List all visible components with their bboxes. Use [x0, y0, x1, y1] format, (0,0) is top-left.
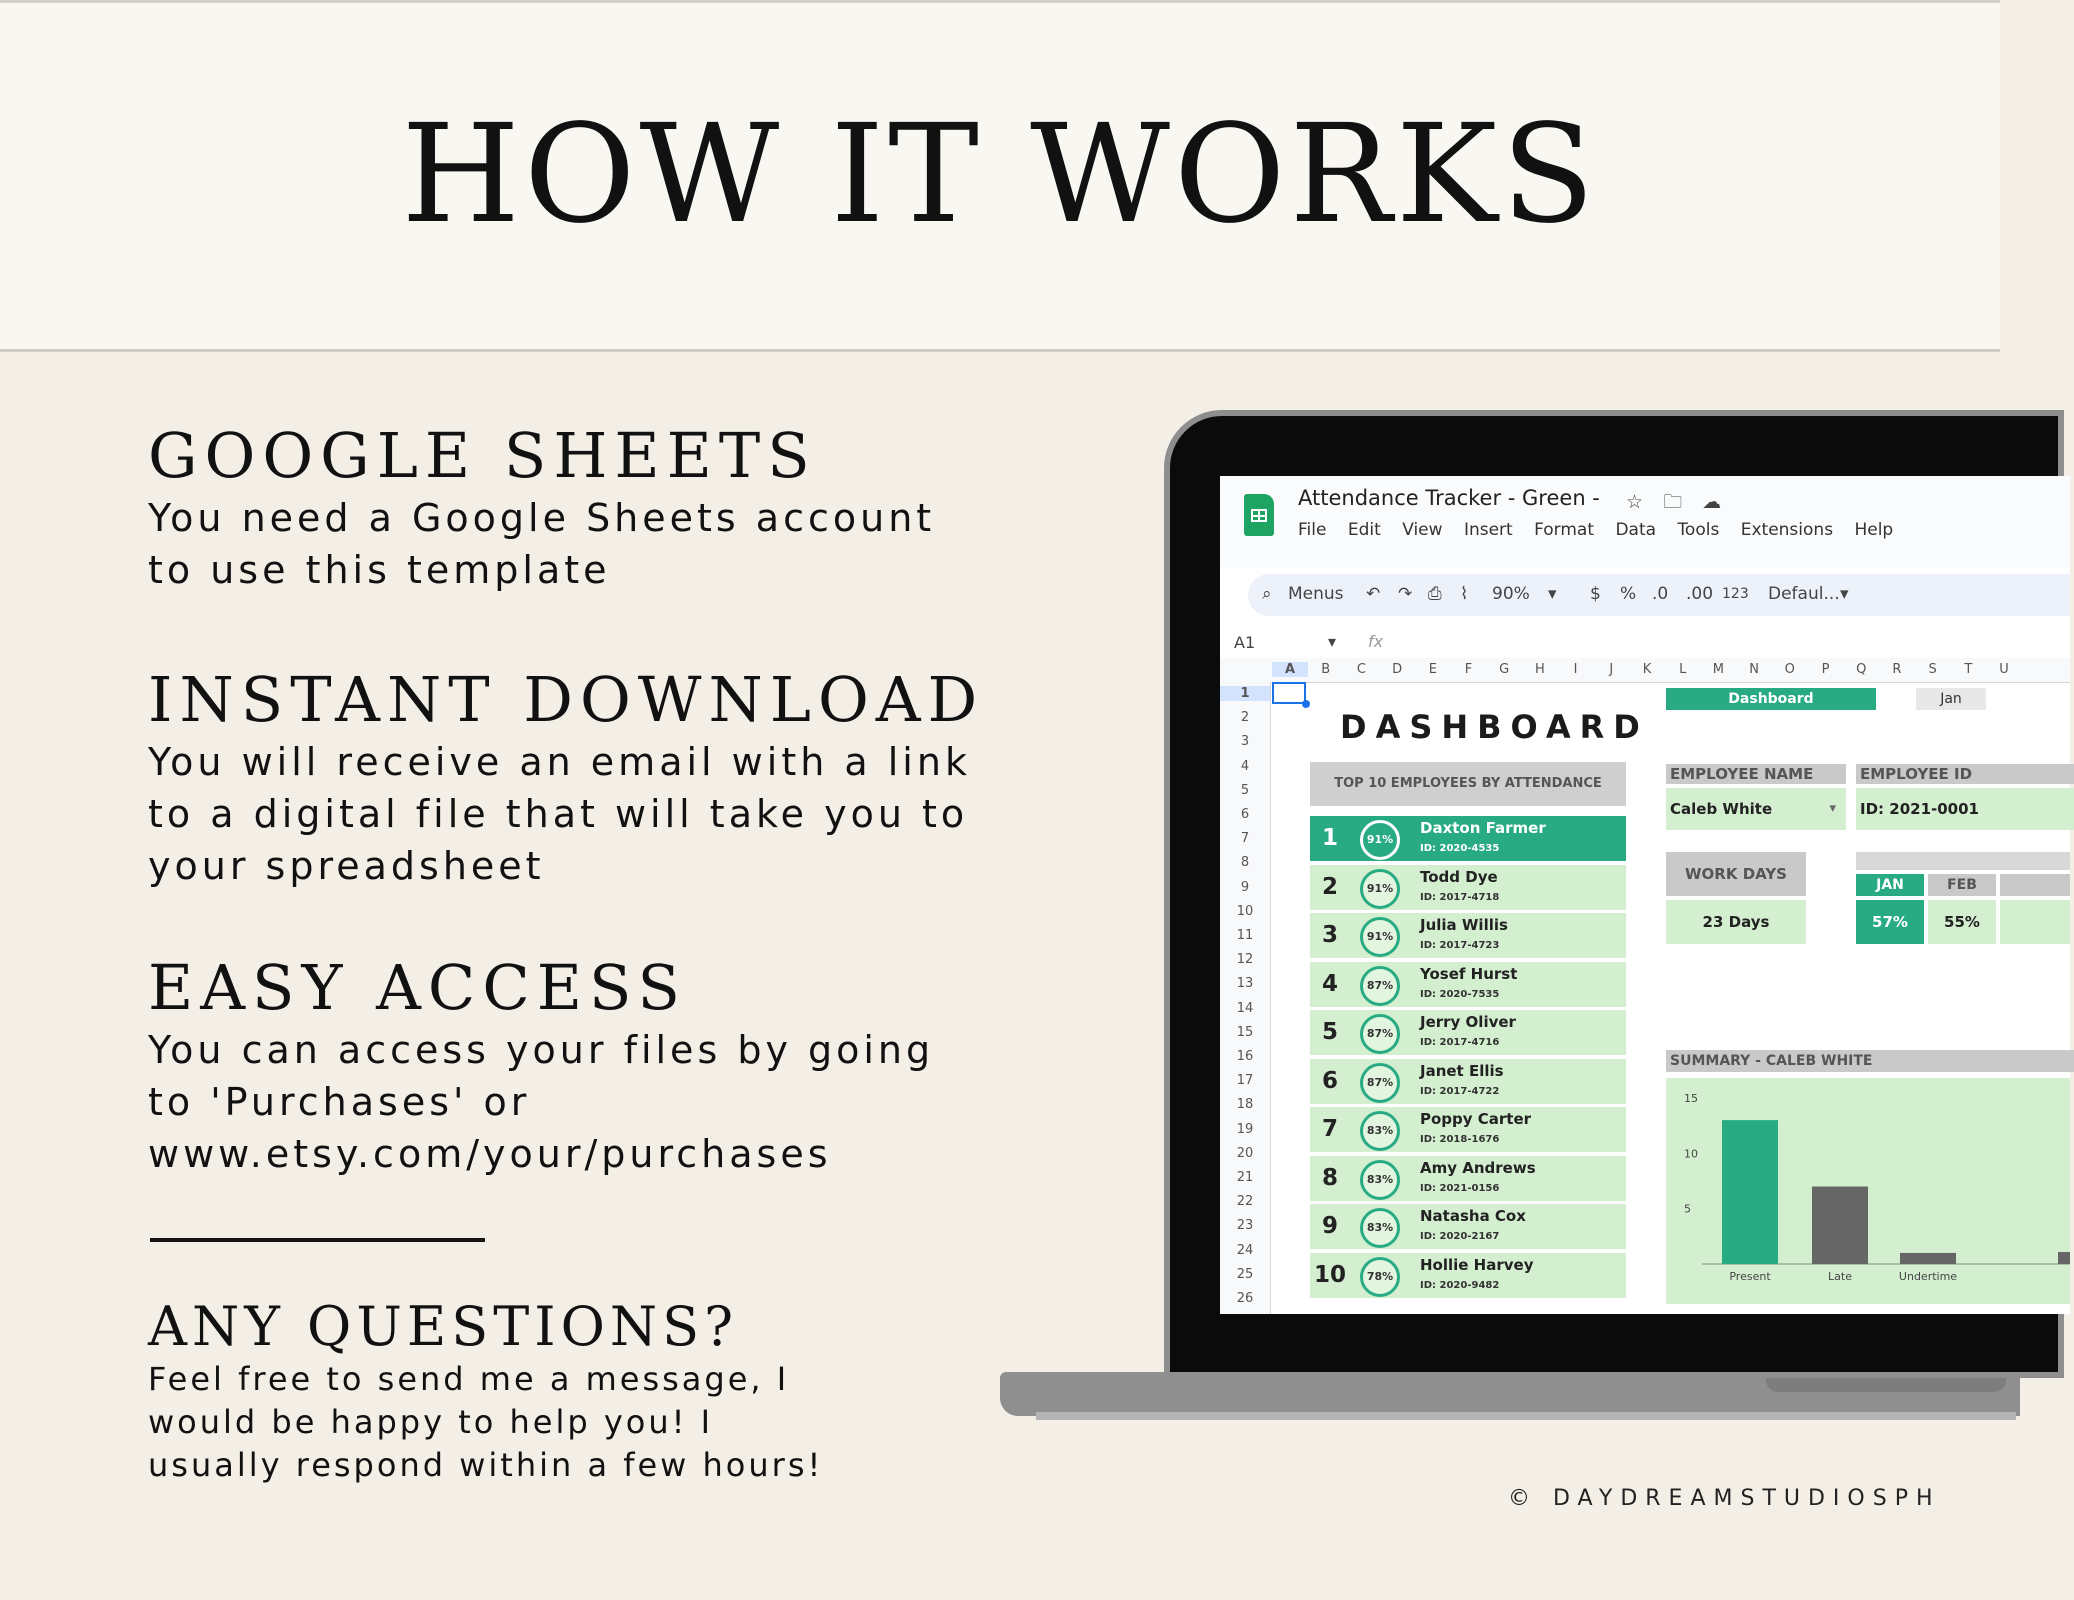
- column-header-cell[interactable]: E: [1428, 662, 1437, 677]
- font-dropdown-icon[interactable]: ▾: [1840, 584, 1849, 604]
- menu-format[interactable]: Format: [1534, 520, 1595, 540]
- section-line: would be happy to help you! I: [148, 1403, 714, 1441]
- row-header-cell[interactable]: 1: [1220, 686, 1270, 701]
- row-header-cell[interactable]: 21: [1236, 1170, 1254, 1185]
- employee-id: ID: 2020-7535: [1420, 988, 1500, 1000]
- section-line: your spreadsheet: [148, 844, 545, 888]
- employee-row: [1310, 816, 1626, 861]
- work-days-label: WORK DAYS: [1666, 852, 1806, 896]
- employee-id-label: EMPLOYEE ID: [1856, 764, 2074, 784]
- employee-id-value: ID: 2021-0001: [1856, 788, 2074, 830]
- column-header-cell[interactable]: R: [1892, 662, 1902, 677]
- column-header-cell[interactable]: N: [1749, 662, 1759, 677]
- employee-name: Natasha Cox: [1420, 1207, 1526, 1225]
- column-header-cell[interactable]: M: [1712, 662, 1724, 677]
- tab-month[interactable]: Jan: [1916, 688, 1986, 710]
- employee-id: ID: 2018-1676: [1420, 1134, 1500, 1145]
- row-header-cell[interactable]: 9: [1240, 879, 1250, 895]
- tab-dashboard[interactable]: Dashboard: [1666, 688, 1876, 710]
- attendance-percent: 78%: [1360, 1257, 1400, 1297]
- employee-rank: 10: [1313, 1261, 1346, 1288]
- employee-id: ID: 2017-4723: [1420, 940, 1500, 951]
- employee-name: Julia Willis: [1420, 916, 1508, 934]
- menu-bar: [1298, 520, 1909, 540]
- y-tick-label: 15: [1684, 1092, 1698, 1105]
- attendance-percent: 91%: [1360, 869, 1400, 909]
- row-header-cell[interactable]: 24: [1236, 1242, 1254, 1258]
- month-next-value: [2000, 900, 2070, 944]
- menu-insert[interactable]: Insert: [1463, 520, 1513, 540]
- section-line: Feel free to send me a message, I: [148, 1360, 790, 1398]
- employee-id: ID: 2017-4718: [1420, 891, 1500, 903]
- row-header-cell[interactable]: 16: [1236, 1049, 1254, 1064]
- row-header-cell[interactable]: 3: [1240, 734, 1250, 750]
- employee-row: [1310, 1010, 1626, 1055]
- employee-row: [1310, 913, 1626, 958]
- laptop-base-edge: [1036, 1412, 2016, 1420]
- increase-decimal-button[interactable]: .00: [1686, 584, 1714, 604]
- sheet-header: [1220, 476, 2070, 568]
- row-header-cell[interactable]: 4: [1240, 758, 1250, 774]
- column-header-cell[interactable]: C: [1356, 662, 1366, 677]
- column-header-cell[interactable]: F: [1464, 662, 1473, 677]
- employee-id: ID: 2021-0156: [1420, 1182, 1500, 1194]
- row-header-cell[interactable]: 23: [1236, 1218, 1254, 1234]
- divider: [150, 1238, 485, 1242]
- employee-rank: 7: [1321, 1116, 1338, 1142]
- row-header-cell[interactable]: 5: [1240, 782, 1250, 798]
- decrease-decimal-button[interactable]: .0: [1652, 584, 1669, 604]
- employee-row: [1310, 865, 1626, 910]
- row-header-cell[interactable]: 2: [1240, 710, 1250, 726]
- employee-name-value: Caleb White: [1670, 800, 1773, 818]
- column-header-cell[interactable]: A: [1272, 662, 1308, 677]
- months-header-bar: [1856, 852, 2070, 870]
- x-tick-label: Present: [1729, 1270, 1771, 1283]
- employee-id: ID: 2020-2167: [1420, 1231, 1500, 1242]
- month-feb-value: 55%: [1928, 900, 1996, 944]
- row-header-cell[interactable]: 6: [1240, 807, 1250, 822]
- menus-search[interactable]: Menus: [1288, 584, 1344, 604]
- row-header-cell[interactable]: 7: [1240, 831, 1250, 847]
- menu-extensions[interactable]: Extensions: [1740, 520, 1834, 540]
- attendance-percent: 83%: [1360, 1160, 1400, 1200]
- section-line: You will receive an email with a link: [148, 740, 971, 784]
- row-header: [1220, 682, 1271, 1314]
- attendance-percent: 87%: [1360, 966, 1400, 1006]
- month-jan-label: JAN: [1856, 874, 1924, 896]
- print-icon[interactable]: ⎙: [1428, 584, 1442, 604]
- folder-move-icon[interactable]: 🗀: [1663, 491, 1683, 513]
- percent-button[interactable]: %: [1620, 584, 1637, 604]
- column-header-cell[interactable]: D: [1392, 662, 1403, 677]
- top10-heading: TOP 10 EMPLOYEES BY ATTENDANCE: [1310, 762, 1626, 806]
- name-box-dropdown-icon[interactable]: ▾: [1328, 632, 1337, 651]
- row-header-cell[interactable]: 13: [1236, 976, 1254, 992]
- zoom-dropdown-icon[interactable]: ▾: [1548, 584, 1557, 604]
- title-icons: [1626, 488, 1735, 520]
- spreadsheet-screen: [1220, 476, 2070, 1314]
- column-header-cell[interactable]: K: [1642, 662, 1652, 677]
- section-line: to a digital file that will take you to: [148, 792, 969, 836]
- month-next-label: [2000, 874, 2070, 896]
- attendance-percent: 87%: [1360, 1063, 1400, 1103]
- column-header-cell[interactable]: I: [1573, 662, 1578, 677]
- employee-rank: 9: [1321, 1213, 1338, 1239]
- employee-row: [1310, 1253, 1626, 1298]
- redo-icon[interactable]: ↷: [1398, 584, 1413, 604]
- attendance-percent: 87%: [1360, 1014, 1400, 1054]
- employee-id: ID: 2017-4716: [1420, 1037, 1500, 1048]
- y-tick-label: 10: [1684, 1147, 1698, 1161]
- summary-chart: [1666, 1078, 2070, 1304]
- column-header-cell[interactable]: L: [1679, 662, 1687, 677]
- formula-bar: [1220, 626, 2070, 659]
- summary-chart-svg: [1666, 1078, 2070, 1304]
- google-sheets-logo-icon[interactable]: [1244, 494, 1274, 536]
- chart-bar: [1722, 1120, 1778, 1264]
- chart-bar: [1900, 1253, 1956, 1264]
- employee-name: Jerry Oliver: [1420, 1013, 1516, 1031]
- employee-rank: 6: [1321, 1067, 1338, 1094]
- employee-rank: 2: [1321, 873, 1338, 900]
- attendance-percent: 83%: [1360, 1111, 1400, 1151]
- employee-row: [1310, 1107, 1626, 1152]
- section-heading: INSTANT DOWNLOAD: [148, 663, 985, 736]
- toolbar: [1248, 574, 2070, 616]
- employee-row: [1310, 1156, 1626, 1201]
- selected-cell[interactable]: [1272, 682, 1306, 704]
- section-heading: EASY ACCESS: [148, 951, 687, 1024]
- employee-id: ID: 2017-4722: [1420, 1085, 1500, 1097]
- column-header-cell[interactable]: H: [1535, 662, 1545, 677]
- employee-name-label: EMPLOYEE NAME: [1666, 764, 1846, 784]
- employee-row: [1310, 1204, 1626, 1249]
- search-icon[interactable]: ⌕: [1262, 584, 1272, 604]
- paint-format-icon[interactable]: ⌇: [1460, 584, 1469, 604]
- column-header-cell[interactable]: O: [1784, 662, 1795, 677]
- section-line: to 'Purchases' or: [148, 1080, 531, 1124]
- laptop-screen-bezel: [1164, 410, 2064, 1378]
- copyright: © DAYDREAMSTUDIOSPH: [1508, 1486, 1941, 1511]
- hero-title: HOW IT WORKS: [401, 96, 1599, 254]
- menu-view[interactable]: View: [1402, 520, 1443, 540]
- row-header-cell[interactable]: 11: [1236, 928, 1254, 943]
- currency-button[interactable]: $: [1590, 584, 1601, 604]
- column-header-cell[interactable]: Q: [1856, 662, 1867, 677]
- fill-handle[interactable]: [1302, 700, 1310, 708]
- x-tick-label: Undertime: [1898, 1270, 1958, 1283]
- section-google-sheets: [148, 420, 935, 596]
- attendance-percent: 83%: [1360, 1208, 1400, 1248]
- employee-id: ID: 2020-9482: [1420, 1279, 1500, 1291]
- section-line: usually respond within a few hours!: [148, 1446, 824, 1484]
- row-header-cell[interactable]: 14: [1236, 1000, 1254, 1016]
- employee-rank: 4: [1321, 970, 1338, 997]
- row-header-cell[interactable]: 10: [1236, 903, 1254, 919]
- chart-bar-partial: [2058, 1252, 2070, 1264]
- section-questions: [148, 1296, 823, 1487]
- employee-name: Janet Ellis: [1420, 1061, 1504, 1080]
- employee-rank: 1: [1321, 825, 1338, 851]
- employee-name-select[interactable]: [1666, 788, 1846, 830]
- row-header-cell[interactable]: 8: [1240, 855, 1250, 871]
- menu-file[interactable]: File: [1298, 520, 1327, 540]
- column-header-cell[interactable]: B: [1321, 662, 1331, 677]
- section-line: You need a Google Sheets account: [148, 496, 936, 540]
- hero-banner: [0, 0, 2000, 352]
- menu-edit[interactable]: Edit: [1347, 520, 1381, 540]
- employee-name: Yosef Hurst: [1420, 964, 1518, 983]
- section-heading: GOOGLE SHEETS: [148, 419, 817, 492]
- cloud-icon[interactable]: ☁: [1702, 491, 1722, 513]
- menu-tools[interactable]: Tools: [1677, 520, 1720, 540]
- x-tick-label: Late: [1828, 1270, 1852, 1283]
- employee-name: Todd Dye: [1420, 867, 1498, 886]
- column-header-cell[interactable]: S: [1928, 662, 1937, 677]
- document-title[interactable]: Attendance Tracker - Green -: [1298, 486, 1600, 510]
- star-icon[interactable]: ☆: [1626, 491, 1644, 513]
- row-header-cell[interactable]: 12: [1236, 952, 1254, 968]
- employee-id: ID: 2020-4535: [1420, 843, 1500, 854]
- zoom-select[interactable]: 90%: [1492, 584, 1530, 604]
- section-instant-download: [148, 664, 984, 892]
- section-line: You can access your files by going: [148, 1028, 935, 1072]
- employee-row: [1310, 1059, 1626, 1104]
- chart-bar: [1812, 1187, 1868, 1264]
- column-header-cell[interactable]: P: [1821, 662, 1830, 677]
- row-header-cell[interactable]: 15: [1236, 1024, 1254, 1040]
- section-line: www.etsy.com/your/purchases: [148, 1132, 832, 1176]
- section-line: to use this template: [148, 548, 611, 592]
- section-easy-access: [148, 952, 934, 1180]
- row-header-cell[interactable]: 20: [1236, 1145, 1254, 1161]
- employee-rank: 5: [1321, 1019, 1338, 1045]
- row-header-cell[interactable]: 25: [1236, 1266, 1254, 1282]
- row-header-cell[interactable]: 18: [1236, 1097, 1254, 1113]
- column-header-cell[interactable]: U: [1999, 662, 2009, 677]
- menu-help[interactable]: Help: [1854, 520, 1894, 540]
- month-feb-label: FEB: [1928, 874, 1996, 896]
- employee-rank: 3: [1321, 922, 1338, 948]
- employee-name: Daxton Farmer: [1420, 819, 1546, 837]
- work-days-value: 23 Days: [1666, 900, 1806, 944]
- employee-name: Amy Andrews: [1420, 1158, 1536, 1177]
- employee-rank: 8: [1321, 1164, 1338, 1191]
- row-header-cell[interactable]: 19: [1236, 1121, 1254, 1137]
- menu-data[interactable]: Data: [1615, 520, 1657, 540]
- month-jan-value: 57%: [1856, 900, 1924, 944]
- summary-label: SUMMARY - CALEB WHITE: [1666, 1050, 2074, 1072]
- number-format-button[interactable]: 123: [1722, 586, 1749, 602]
- employee-row: [1310, 962, 1626, 1007]
- row-header-cell[interactable]: 22: [1236, 1194, 1254, 1210]
- fx-icon: fx: [1368, 632, 1384, 651]
- y-tick-label: 5: [1684, 1202, 1691, 1216]
- employee-name: Hollie Harvey: [1420, 1255, 1534, 1274]
- column-header-cell[interactable]: J: [1609, 662, 1614, 677]
- name-box[interactable]: A1: [1234, 633, 1256, 652]
- row-header-cell[interactable]: 17: [1236, 1073, 1254, 1089]
- column-header: [1220, 658, 2070, 683]
- font-select[interactable]: Defaul...: [1768, 584, 1840, 604]
- column-header-cell[interactable]: G: [1499, 662, 1510, 677]
- section-heading: ANY QUESTIONS?: [148, 1295, 739, 1358]
- attendance-percent: 91%: [1360, 820, 1400, 860]
- employee-name: Poppy Carter: [1420, 1110, 1532, 1128]
- row-header-cell[interactable]: 26: [1236, 1291, 1254, 1306]
- undo-icon[interactable]: ↶: [1366, 584, 1381, 604]
- attendance-percent: 91%: [1360, 917, 1400, 957]
- dropdown-arrow-icon[interactable]: ▾: [1829, 801, 1836, 816]
- dashboard-title: DASHBOARD: [1340, 708, 1649, 746]
- column-header-cell[interactable]: T: [1964, 662, 1973, 677]
